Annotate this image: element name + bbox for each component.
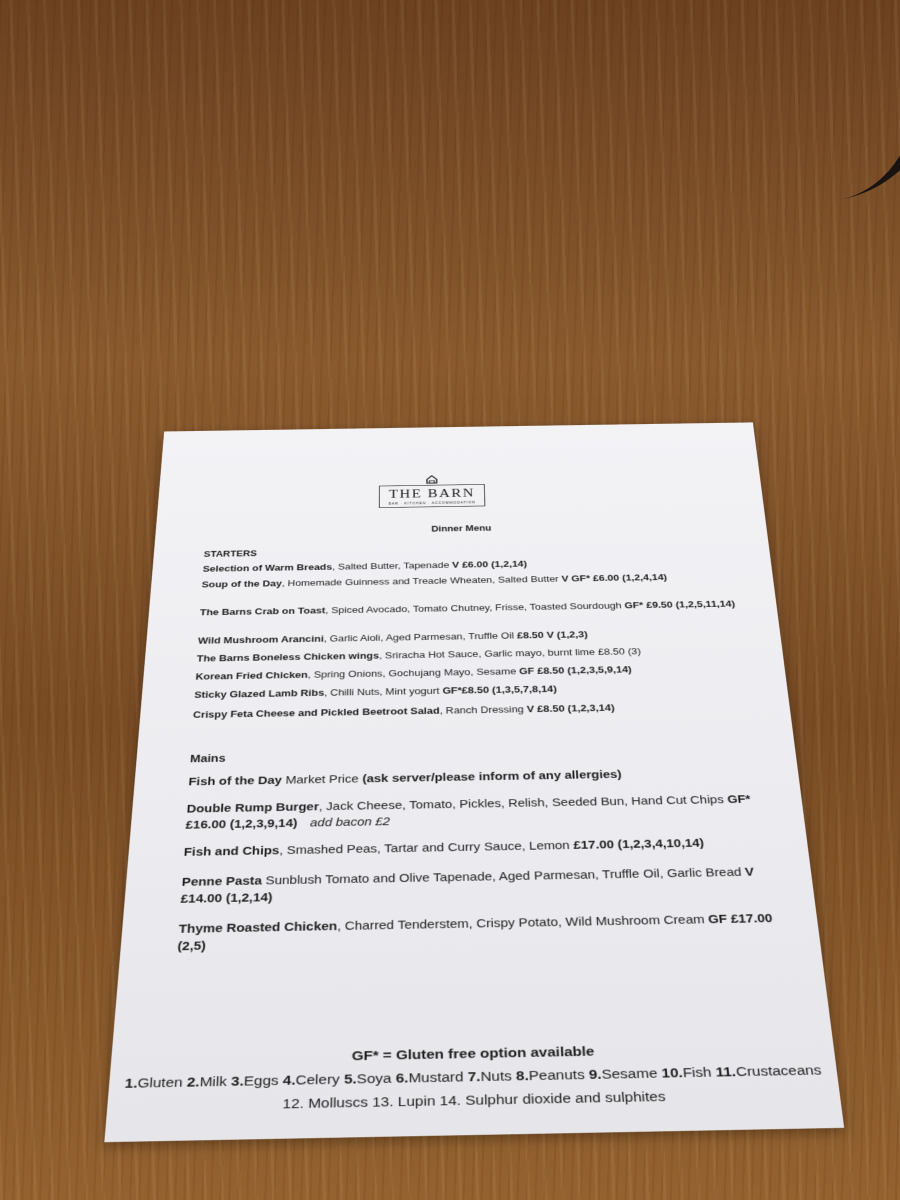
main-item: [183, 835, 771, 862]
item-desc: , Spiced Avocado, Tomato Chutney, Frisse, Toasted Sourdough: [325, 601, 625, 616]
item-name: Selection of Warm Breads: [202, 562, 333, 574]
starter-item: [201, 571, 740, 591]
item-extra: add bacon £2: [309, 815, 391, 830]
allergen-number: 3.: [230, 1073, 245, 1090]
starter-item: [194, 680, 753, 701]
item-desc: , Smashed Peas, Tartar and Curry Sauce, Lemon: [279, 839, 574, 858]
item-desc: , Spring Onions, Gochujang Mayo, Sesame: [307, 666, 520, 680]
item-price: GF* £16.00 (1,2,3,9,14): [185, 793, 752, 832]
main-item: [188, 765, 763, 791]
item-price: GF* £9.50 (1,2,5,11,14): [624, 599, 736, 611]
item-price: GF £8.50 (1,2,3,5,9,14): [518, 664, 633, 677]
allergen-name: Fish: [682, 1064, 717, 1081]
starters-heading: STARTERS: [203, 548, 258, 559]
item-desc: Sunblush Tomato and Olive Tapenade, Aged Parmesan, Truffle Oil, Garlic Bread: [261, 866, 746, 888]
allergen-number: 6.: [395, 1070, 409, 1087]
item-price: V £8.50 (1,2,3,14): [526, 702, 615, 715]
starter-item: [195, 662, 751, 683]
item-name: Penne Pasta: [181, 874, 263, 890]
item-name: Korean Fried Chicken: [195, 670, 308, 682]
main-item: [177, 911, 783, 957]
item-name: Thyme Roasted Chicken: [178, 920, 338, 937]
barn-roof-icon: [425, 475, 438, 484]
item-price: GF*£8.50 (1,3,5,7,8,14): [442, 684, 558, 696]
item-name: Crispy Feta Cheese and Pickled Beetroot Salad: [192, 705, 440, 721]
item-name: Fish and Chips: [183, 844, 280, 860]
menu-title: Dinner Menu: [431, 523, 492, 534]
allergen-number: 11.: [714, 1064, 737, 1081]
allergen-name: Gluten: [136, 1074, 188, 1092]
allergen-number: 5.: [343, 1071, 357, 1088]
allergen-number: 7.: [467, 1069, 481, 1085]
starter-item: [193, 700, 756, 722]
item-name: Double Rump Burger: [186, 801, 320, 816]
item-name: The Barns Boneless Chicken wings: [196, 650, 380, 664]
gf-note-text: GF* = Gluten free option available: [351, 1044, 595, 1064]
allergen-number: 1.: [124, 1075, 139, 1092]
item-desc: , Homemade Guinness and Treacle Wheaten, Salted Butter: [281, 574, 562, 589]
item-price: £17.00 (1,2,3,4,10,14): [573, 837, 705, 853]
bag-strap: [703, 0, 900, 214]
allergen-name: Sesame: [601, 1065, 663, 1083]
allergen-name: Mustard: [408, 1069, 468, 1087]
allergen-number: 10.: [660, 1065, 684, 1082]
main-item: [180, 864, 777, 908]
allergen-name: Soya: [356, 1071, 396, 1087]
allergen-name: Nuts: [480, 1068, 517, 1085]
item-desc: , Ranch Dressing: [439, 704, 528, 716]
logo-name: THE BARN: [388, 486, 476, 501]
item-price: V GF* £6.00 (1,2,4,14): [561, 572, 668, 584]
item-desc: , Sriracha Hot Sauce, Garlic mayo, burnt lime £8.50 (3): [378, 646, 642, 661]
logo-box: [379, 484, 485, 508]
allergen-name: Crustaceans: [735, 1062, 823, 1080]
item-price: V £14.00 (1,2,14): [180, 866, 755, 907]
item-desc: , Chilli Nuts, Mint yogurt: [324, 686, 443, 698]
item-price: V £6.00 (1,2,14): [452, 559, 528, 570]
item-name: Wild Mushroom Arancini: [197, 634, 324, 646]
menu-sheet: [104, 422, 844, 1142]
starter-item: [199, 598, 743, 618]
barn-logo: [379, 474, 485, 508]
item-name: Soup of the Day: [201, 578, 283, 590]
allergen-list-line-2: 12. Molluscs 13. Lupin 14. Sulphur dioxide and sulphites: [282, 1089, 667, 1113]
allergen-name: Milk: [199, 1074, 232, 1091]
item-price: £8.50 V (1,2,3): [516, 629, 589, 641]
main-item: [185, 792, 768, 834]
item-name: The Barns Crab on Toast: [199, 605, 326, 618]
mains-heading: Mains: [189, 752, 226, 765]
allergen-name: Eggs: [243, 1073, 284, 1090]
logo-tagline: BAR · KITCHEN · ACCOMMODATION: [388, 500, 476, 506]
item-desc: , Jack Cheese, Tomato, Pickles, Relish, Seeded Bun, Hand Cut Chips: [318, 793, 729, 814]
item-desc: Market Price: [281, 773, 363, 787]
item-desc: , Salted Butter, Tapenade: [331, 560, 453, 572]
item-desc: , Garlic Aioli, Aged Parmesan, Truffle Oil: [323, 630, 518, 644]
item-price: (ask server/please inform of any allergies): [362, 768, 623, 786]
item-name: Fish of the Day: [188, 774, 283, 789]
allergen-number: 4.: [282, 1072, 296, 1089]
item-price: GF £17.00 (2,5): [177, 912, 774, 954]
starter-item: [196, 644, 748, 665]
allergen-number: 2.: [186, 1074, 201, 1091]
item-desc: , Charred Tenderstem, Crispy Potato, Wild Mushroom Cream: [337, 913, 709, 934]
allergen-name: Peanuts: [528, 1067, 590, 1084]
allergen-number: 9.: [588, 1067, 603, 1083]
starter-item: [198, 626, 747, 647]
allergen-name: Celery: [295, 1071, 345, 1089]
item-name: Sticky Glazed Lamb Ribs: [194, 688, 325, 701]
allergen-number: 8.: [515, 1068, 530, 1084]
